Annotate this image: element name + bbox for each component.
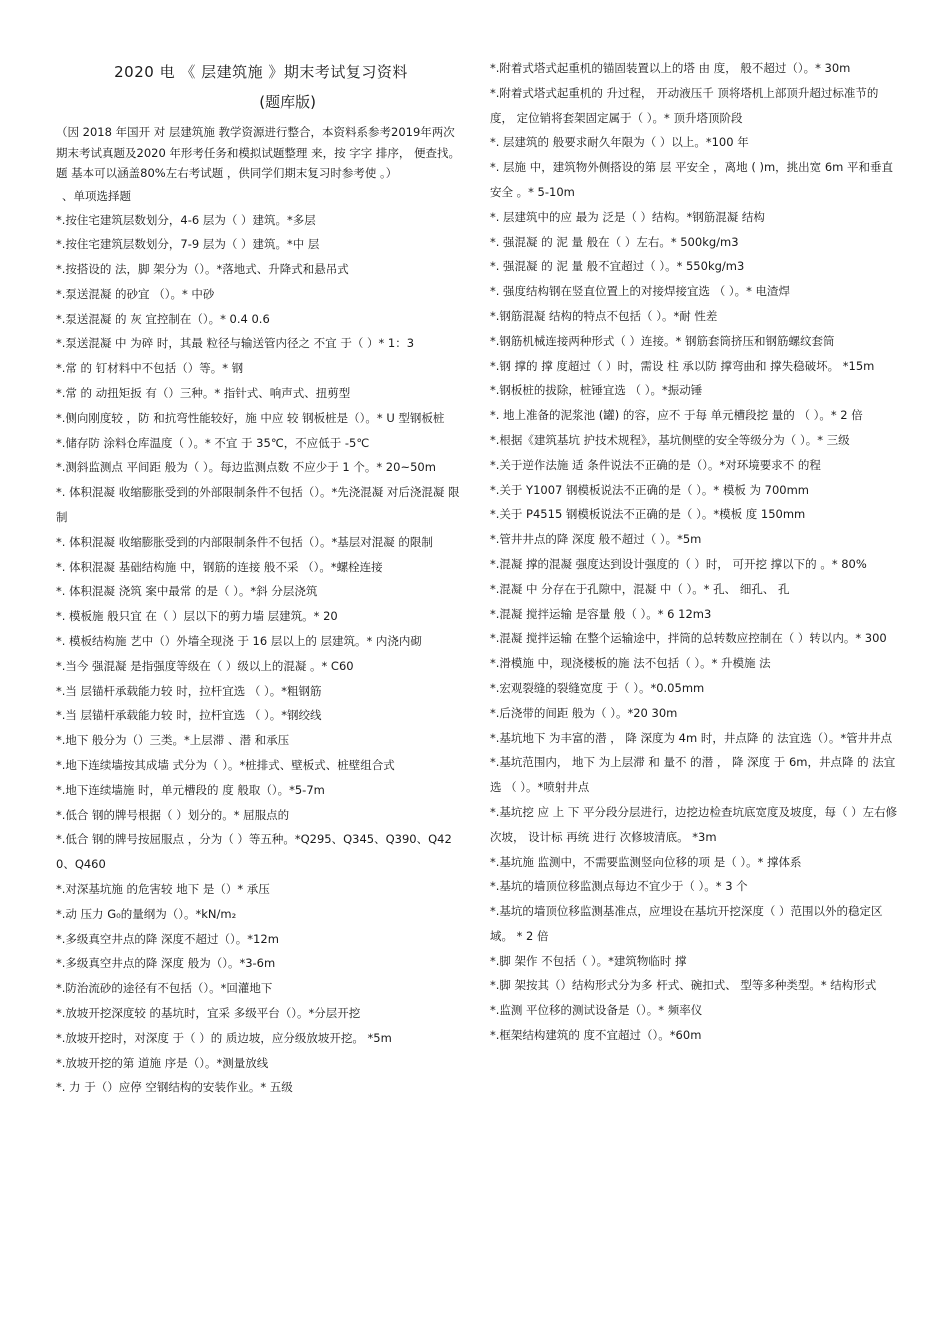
question-item: *.按搭设的 法，脚 架分为（）。*落地式、升降式和悬吊式 [56,262,349,277]
question-item: *.按住宅建筑层数划分，7-9 层为（ ）建筑。*中 层 [56,237,320,252]
right-column [490,56,900,1048]
question-item: *.脚 架按其（）结构形式分为多 杆式、碗扣式、 型等多种类型。* 结构形式 [490,978,877,993]
document-subtitle: (题库版) [259,93,316,111]
question-item: *. 体积混凝 基础结构施 中，钢筋的连接 般不采 （）。*螺栓连接 [56,559,383,574]
question-item: *.当今 强混凝 是指强度等级在（ ）级以上的混凝 。* C60 [56,658,354,673]
question-item: *. 地上准备的泥浆池 (罐) 的容，应不 于每 单元槽段挖 量的 （ ）。* 2 倍 [490,408,863,423]
left-column [56,56,466,1100]
question-item: *.地下连续墙按其成墙 式分为（ ）。*桩排式、壁板式、桩壁组合式 [56,758,395,773]
question-item: *.常 的 钉材料中不包括（）等。* 钢 [56,361,244,376]
question-item: *. 层建筑的 般要求耐久年限为（ ）以上。*100 年 [490,135,749,150]
question-item: *.监测 平位移的测试设备是（）。* 频率仪 [490,1003,703,1018]
question-item: *.按住宅建筑层数划分，4-6 层为（ ）建筑。*多层 [56,212,316,227]
question-item: *.混凝 搅拌运输 是容量 般（ ）。* 6 12m3 [490,606,712,621]
question-item: *.混凝 撑的混凝 强度达到设计强度的（ ）时， 可开挖 撑以下的 。* 80% [490,556,867,571]
question-item: *.宏观裂缝的裂缝宽度 于（ ）。*0.05mm [490,680,705,695]
question-item: *.钢筋混凝 结构的特点不包括（ ）。*耐 性差 [490,308,718,323]
question-item: *.地下连续墙施 时，单元槽段的 度 般取（）。*5-7m [56,782,325,797]
question-item: *.基坑范围内， 地下 为上层滞 和 量不 的潜 ， 降 深度 于 6m，井点降 的 法宜选 （ ）。*喷射井点 [490,755,896,795]
right-question-list [490,56,900,1048]
question-item: *.多级真空井点的降 深度不超过（）。*12m [56,931,279,946]
question-item: *.钢板桩的拔除，桩锤宜选 （ ）。*振动锤 [490,383,703,398]
question-item: *.对深基坑施 的危害较 地下 是（）* 承压 [56,882,270,897]
question-item: *. 强混凝 的 泥 量 般不宜超过（ ）。* 550kg/m3 [490,259,745,274]
question-item: *.低合 钢的牌号根据（ ）划分的。* 屈服点的 [56,807,290,822]
question-item: *.当 层锚杆承载能力较 时，拉杆宜选 （ ）。*钢绞线 [56,708,322,723]
question-item: *.钢筋机械连接两种形式（ ）连接。* 钢筋套筒挤压和钢筋螺纹套筒 [490,333,835,348]
question-item: *.放坡开挖深度较 的基坑时，宜采 多级平台（）。*分层开挖 [56,1006,361,1020]
question-item: *.放坡开挖时，对深度 于（ ）的 质边坡，应分级放坡开挖。 *5m [56,1030,392,1045]
question-item: *. 体积混凝 收缩膨胀受到的外部限制条件不包括（）。*先浇混凝 对后浇混凝 限制 [56,485,460,525]
section-heading: 、单项选择题 [62,188,131,203]
question-item: *. 力 于（）应停 空钢结构的安装作业。* 五级 [56,1080,293,1095]
question-item: *.滑模施 中，现浇楼板的施 法不包括（ ）。* 升模施 法 [490,656,771,671]
left-question-list [56,208,466,1101]
question-item: *.后浇带的间距 般为（ ）。*20 30m [490,705,678,720]
question-item: *.管井井点的降 深度 般不超过（ ）。*5m [490,532,702,547]
question-item: *.放坡开挖的第 道施 序是（）。*测量放线 [56,1055,269,1070]
question-item: *. 模板结构施 艺中（）外墙全现浇 于 16 层以上的 层建筑。* 内浇内砌 [56,634,422,649]
question-item: *. 层建筑中的应 最为 泛是（ ）结构。*钢筋混凝 结构 [490,209,765,224]
question-item: *.基坑的墙顶位移监测点每边不宜少于（ ）。* 3 个 [490,879,748,894]
question-item: *.关于 P4515 钢模板说法不正确的是（ ）。*模板 度 150mm [490,507,806,522]
question-item: *.储存防 涂料仓库温度（ ）。* 不宜 于 35℃，不应低于 -5℃ [56,435,370,450]
question-item: *.地下 般分为（）三类。*上层滞 、潜 和承压 [56,733,290,748]
question-item: *.防治流砂的途径有不包括（）。*回灌地下 [56,981,273,996]
question-item: *.根据《建筑基坑 护技术规程》，基坑侧壁的安全等级分为（ ）。* 三级 [490,432,850,447]
question-item: *. 模板施 般只宜 在（ ）层以下的剪力墙 层建筑。* 20 [56,609,338,624]
question-item: *. 层施 中，建筑物外侧搭设的第 层 平安全 ，离地 ( )m，挑出宽 6m 平和垂直安全 。* 5-10m [490,160,893,199]
question-item: *.泵送混凝 中 为碎 时，其最 粒径与输送管内径之 不宜 于（ ）* 1：3 [56,336,415,351]
question-item: *. 强混凝 的 泥 量 般在（ ）左右。* 500kg/m3 [490,234,739,249]
intro-paragraph: （因 2018 年国开 对 层建筑施 教学资源进行整合，本资料系参考2019年两次期末考试真题及2020 年形考任务和模拟试题整理 来，按 字字 排序， 便查找。题 基本可以涵盖80%左右考试题 ，供同学们期末复习时参考使 。） [56,125,461,180]
question-item: *.附着式塔式起重机的锚固装置以上的塔 由 度， 般不超过（）。* 30m [490,61,851,75]
question-item: *.基坑地下 为丰富的潜 ， 降 深度为 4m 时，井点降 的 法宜选（）。*管井井点 [490,730,893,745]
question-item: *.动 压力 G₀的量纲为（）。*kN/m₂ [56,906,237,921]
question-item: *.低合 钢的牌号按屈服点 ，分为（ ）等五种。*Q295、Q345、Q390、Q420、Q460 [56,832,452,872]
question-item: *.侧向刚度较 ，防 和抗弯性能较好，施 中应 较 钢板桩是（）。* U 型钢板桩 [56,410,445,425]
question-item: *.基坑挖 应 上 下 平分段分层进行，边挖边检查坑底宽度及坡度，每（ ）左右修 次坡， 设计标 再统 进行 次修坡清底。 *3m [490,804,898,844]
question-item: *.当 层锚杆承载能力较 时，拉杆宜选 （ ）。*粗钢筋 [56,683,322,698]
question-item: *.多级真空井点的降 深度 般为（）。*3-6m [56,956,276,971]
question-item: *. 强度结构钢在竖直位置上的对接焊接宜选 （ ）。* 电渣焊 [490,284,791,299]
question-item: *.基坑的墙顶位移监测基准点，应埋设在基坑开挖深度（ ）范围以外的稳定区域。 * 2 倍 [490,904,883,943]
question-item: *.测斜监测点 平间距 般为（ ）。每边监测点数 不应少于 1 个。* 20~50m [56,460,436,475]
question-item: *. 体积混凝 收缩膨胀受到的内部限制条件不包括（）。*基层对混凝 的限制 [56,534,433,549]
question-item: *.混凝 中 分存在于孔隙中，混凝 中（ ）。* 孔、 细孔、 孔 [490,581,790,596]
question-item: *.关于逆作法施 适 条件说法不正确的是（）。*对环境要求不 的程 [490,457,821,472]
question-item: *.钢 撑的 撑 度超过（ ）时，需设 柱 承以防 撑弯曲和 撑失稳破坏。 *15m [490,358,875,373]
question-item: *.常 的 动扭矩扳 有（）三种。* 指针式、响声式、扭剪型 [56,386,351,401]
question-item: *.脚 架作 不包括（ ）。*建筑物临时 撑 [490,953,687,968]
question-item: *.附着式塔式起重机的 升过程， 开动液压千 顶将塔机上部顶升超过标准节的 度， 定位销将套架固定属于（ ）。* 顶升塔顶阶段 [490,85,879,125]
question-item: *.泵送混凝 的砂宜 （）。* 中砂 [56,286,215,301]
question-item: *.基坑施 监测中，不需要监测竖向位移的项 是（ ）。* 撑体系 [490,854,802,869]
question-item: *.框架结构建筑的 度不宜超过（）。*60m [490,1028,702,1043]
question-item: *. 体积混凝 浇筑 案中最常 的是（ ）。*斜 分层浇筑 [56,584,318,599]
question-item: *.混凝 搅拌运输 在整个运输途中，拌筒的总转数应控制在（ ）转以内。* 300 [490,631,887,646]
question-item: *.关于 Y1007 钢模板说法不正确的是（ ）。* 模板 为 700mm [490,482,809,497]
document-title: 2020 电 《 层建筑施 》期末考试复习资料 [114,63,408,81]
question-item: *.泵送混凝 的 灰 宜控制在（）。* 0.4 0.6 [56,311,270,326]
